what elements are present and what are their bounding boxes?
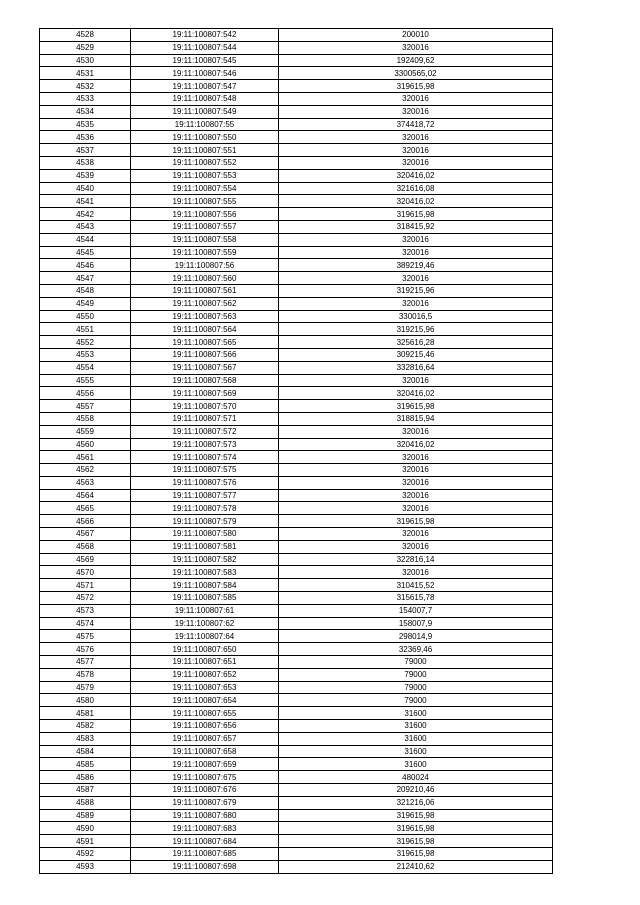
table-row: [40, 105, 553, 118]
cadastral-number-cell: 19:11:100807:570: [131, 400, 279, 413]
table-row: [40, 681, 553, 694]
cadastral-number-cell: 19:11:100807:683: [131, 822, 279, 835]
row-number-cell: 4546: [40, 259, 131, 272]
table-body: [40, 29, 553, 874]
table-row: [40, 489, 553, 502]
cadastral-number-cell: 19:11:100807:549: [131, 105, 279, 118]
value-cell: 79000: [279, 668, 553, 681]
value-cell: 200010: [279, 29, 553, 42]
row-number-cell: 4535: [40, 118, 131, 131]
cadastral-number-cell: 19:11:100807:557: [131, 220, 279, 233]
cadastral-number-cell: 19:11:100807:559: [131, 246, 279, 259]
table-row: [40, 336, 553, 349]
cadastral-number-cell: 19:11:100807:551: [131, 144, 279, 157]
cadastral-number-cell: 19:11:100807:651: [131, 656, 279, 669]
table-row: [40, 92, 553, 105]
row-number-cell: 4590: [40, 822, 131, 835]
value-cell: 320016: [279, 502, 553, 515]
cadastral-number-cell: 19:11:100807:583: [131, 566, 279, 579]
row-number-cell: 4540: [40, 182, 131, 195]
cadastral-number-cell: 19:11:100807:658: [131, 745, 279, 758]
value-cell: 320016: [279, 540, 553, 553]
cadastral-number-cell: 19:11:100807:545: [131, 54, 279, 67]
row-number-cell: 4581: [40, 707, 131, 720]
value-cell: 315615,78: [279, 592, 553, 605]
table-row: [40, 668, 553, 681]
cadastral-number-cell: 19:11:100807:676: [131, 784, 279, 797]
cadastral-number-cell: 19:11:100807:55: [131, 118, 279, 131]
row-number-cell: 4561: [40, 451, 131, 464]
value-cell: 309215,46: [279, 348, 553, 361]
table-row: [40, 54, 553, 67]
value-cell: 374418,72: [279, 118, 553, 131]
row-number-cell: 4588: [40, 796, 131, 809]
row-number-cell: 4555: [40, 374, 131, 387]
row-number-cell: 4543: [40, 220, 131, 233]
value-cell: 320016: [279, 131, 553, 144]
table-row: [40, 643, 553, 656]
row-number-cell: 4565: [40, 502, 131, 515]
value-cell: 325616,28: [279, 336, 553, 349]
row-number-cell: 4564: [40, 489, 131, 502]
value-cell: 31600: [279, 758, 553, 771]
row-number-cell: 4558: [40, 412, 131, 425]
row-number-cell: 4547: [40, 272, 131, 285]
value-cell: 319615,98: [279, 809, 553, 822]
table-row: [40, 182, 553, 195]
cadastral-number-cell: 19:11:100807:562: [131, 297, 279, 310]
row-number-cell: 4563: [40, 476, 131, 489]
row-number-cell: 4550: [40, 310, 131, 323]
table-row: [40, 822, 553, 835]
value-cell: 192409,62: [279, 54, 553, 67]
table-row: [40, 80, 553, 93]
row-number-cell: 4585: [40, 758, 131, 771]
cadastral-number-cell: 19:11:100807:576: [131, 476, 279, 489]
table-row: [40, 528, 553, 541]
row-number-cell: 4551: [40, 323, 131, 336]
cadastral-number-cell: 19:11:100807:579: [131, 515, 279, 528]
row-number-cell: 4549: [40, 297, 131, 310]
value-cell: 154007,7: [279, 604, 553, 617]
row-number-cell: 4575: [40, 630, 131, 643]
table-row: [40, 656, 553, 669]
table-row: [40, 387, 553, 400]
row-number-cell: 4562: [40, 464, 131, 477]
value-cell: 319215,96: [279, 323, 553, 336]
cadastral-number-cell: 19:11:100807:565: [131, 336, 279, 349]
cadastral-number-cell: 19:11:100807:675: [131, 771, 279, 784]
cadastral-number-cell: 19:11:100807:572: [131, 425, 279, 438]
value-cell: 31600: [279, 745, 553, 758]
value-cell: 320016: [279, 144, 553, 157]
table-row: [40, 732, 553, 745]
row-number-cell: 4573: [40, 604, 131, 617]
row-number-cell: 4582: [40, 720, 131, 733]
row-number-cell: 4528: [40, 29, 131, 42]
row-number-cell: 4529: [40, 41, 131, 54]
table-row: [40, 860, 553, 873]
value-cell: 320016: [279, 566, 553, 579]
row-number-cell: 4572: [40, 592, 131, 605]
table-row: [40, 796, 553, 809]
table-row: [40, 361, 553, 374]
row-number-cell: 4553: [40, 348, 131, 361]
table-row: [40, 464, 553, 477]
cadastral-number-cell: 19:11:100807:571: [131, 412, 279, 425]
value-cell: 31600: [279, 732, 553, 745]
cadastral-number-cell: 19:11:100807:574: [131, 451, 279, 464]
table-row: [40, 451, 553, 464]
row-number-cell: 4534: [40, 105, 131, 118]
value-cell: 320416,02: [279, 387, 553, 400]
row-number-cell: 4544: [40, 233, 131, 246]
value-cell: 79000: [279, 694, 553, 707]
cadastral-number-cell: 19:11:100807:548: [131, 92, 279, 105]
cadastral-number-cell: 19:11:100807:544: [131, 41, 279, 54]
table-row: [40, 579, 553, 592]
cadastral-number-cell: 19:11:100807:554: [131, 182, 279, 195]
row-number-cell: 4580: [40, 694, 131, 707]
value-cell: 320016: [279, 41, 553, 54]
table-row: [40, 67, 553, 80]
row-number-cell: 4557: [40, 400, 131, 413]
value-cell: 320016: [279, 451, 553, 464]
row-number-cell: 4552: [40, 336, 131, 349]
row-number-cell: 4533: [40, 92, 131, 105]
row-number-cell: 4559: [40, 425, 131, 438]
table-row: [40, 425, 553, 438]
row-number-cell: 4578: [40, 668, 131, 681]
cadastral-number-cell: 19:11:100807:550: [131, 131, 279, 144]
cadastral-number-cell: 19:11:100807:577: [131, 489, 279, 502]
cadastral-number-cell: 19:11:100807:584: [131, 579, 279, 592]
value-cell: 320016: [279, 464, 553, 477]
cadastral-number-cell: 19:11:100807:564: [131, 323, 279, 336]
cadastral-number-cell: 19:11:100807:568: [131, 374, 279, 387]
row-number-cell: 4576: [40, 643, 131, 656]
value-cell: 320016: [279, 105, 553, 118]
table-row: [40, 195, 553, 208]
table-row: [40, 400, 553, 413]
table-row: [40, 809, 553, 822]
row-number-cell: 4591: [40, 835, 131, 848]
row-number-cell: 4548: [40, 284, 131, 297]
value-cell: 320416,02: [279, 438, 553, 451]
table-row: [40, 630, 553, 643]
table-row: [40, 118, 553, 131]
row-number-cell: 4571: [40, 579, 131, 592]
value-cell: 158007,9: [279, 617, 553, 630]
table-row: [40, 272, 553, 285]
value-cell: 31600: [279, 707, 553, 720]
table-row: [40, 553, 553, 566]
value-cell: 319615,98: [279, 848, 553, 861]
table-row: [40, 617, 553, 630]
value-cell: 320016: [279, 233, 553, 246]
table-row: [40, 41, 553, 54]
cadastral-number-cell: 19:11:100807:655: [131, 707, 279, 720]
cadastral-number-cell: 19:11:100807:585: [131, 592, 279, 605]
table-row: [40, 745, 553, 758]
table-row: [40, 131, 553, 144]
table-row: [40, 259, 553, 272]
row-number-cell: 4538: [40, 156, 131, 169]
row-number-cell: 4542: [40, 208, 131, 221]
value-cell: 319615,98: [279, 515, 553, 528]
table-row: [40, 310, 553, 323]
value-cell: 320016: [279, 156, 553, 169]
row-number-cell: 4567: [40, 528, 131, 541]
row-number-cell: 4554: [40, 361, 131, 374]
row-number-cell: 4584: [40, 745, 131, 758]
row-number-cell: 4569: [40, 553, 131, 566]
value-cell: 319615,98: [279, 822, 553, 835]
cadastral-number-cell: 19:11:100807:556: [131, 208, 279, 221]
cadastral-number-cell: 19:11:100807:555: [131, 195, 279, 208]
row-number-cell: 4593: [40, 860, 131, 873]
cadastral-number-cell: 19:11:100807:558: [131, 233, 279, 246]
table-row: [40, 835, 553, 848]
cadastral-number-cell: 19:11:100807:563: [131, 310, 279, 323]
row-number-cell: 4532: [40, 80, 131, 93]
cadastral-number-cell: 19:11:100807:578: [131, 502, 279, 515]
value-cell: 320016: [279, 297, 553, 310]
cadastral-number-cell: 19:11:100807:684: [131, 835, 279, 848]
value-cell: 389219,46: [279, 259, 553, 272]
table-row: [40, 848, 553, 861]
value-cell: 79000: [279, 681, 553, 694]
table-row: [40, 720, 553, 733]
value-cell: 319615,98: [279, 400, 553, 413]
cadastral-number-cell: 19:11:100807:547: [131, 80, 279, 93]
value-cell: 31600: [279, 720, 553, 733]
cadastral-number-cell: 19:11:100807:566: [131, 348, 279, 361]
cadastral-value-table: [39, 28, 553, 874]
cadastral-number-cell: 19:11:100807:62: [131, 617, 279, 630]
value-cell: 320016: [279, 476, 553, 489]
row-number-cell: 4589: [40, 809, 131, 822]
cadastral-number-cell: 19:11:100807:582: [131, 553, 279, 566]
cadastral-number-cell: 19:11:100807:542: [131, 29, 279, 42]
table-row: [40, 208, 553, 221]
cadastral-number-cell: 19:11:100807:573: [131, 438, 279, 451]
row-number-cell: 4560: [40, 438, 131, 451]
cadastral-number-cell: 19:11:100807:650: [131, 643, 279, 656]
value-cell: 319615,98: [279, 80, 553, 93]
value-cell: 320016: [279, 425, 553, 438]
cadastral-number-cell: 19:11:100807:561: [131, 284, 279, 297]
table-row: [40, 566, 553, 579]
row-number-cell: 4545: [40, 246, 131, 259]
table-row: [40, 540, 553, 553]
table-row: [40, 156, 553, 169]
cadastral-number-cell: 19:11:100807:56: [131, 259, 279, 272]
table-row: [40, 233, 553, 246]
row-number-cell: 4541: [40, 195, 131, 208]
cadastral-number-cell: 19:11:100807:698: [131, 860, 279, 873]
table-row: [40, 284, 553, 297]
value-cell: 332816,64: [279, 361, 553, 374]
value-cell: 3300565,02: [279, 67, 553, 80]
cadastral-number-cell: 19:11:100807:546: [131, 67, 279, 80]
cadastral-number-cell: 19:11:100807:560: [131, 272, 279, 285]
value-cell: 318415,92: [279, 220, 553, 233]
cadastral-number-cell: 19:11:100807:653: [131, 681, 279, 694]
value-cell: 319615,98: [279, 835, 553, 848]
table-row: [40, 476, 553, 489]
cadastral-number-cell: 19:11:100807:685: [131, 848, 279, 861]
cadastral-number-cell: 19:11:100807:657: [131, 732, 279, 745]
value-cell: 319615,98: [279, 208, 553, 221]
value-cell: 320016: [279, 246, 553, 259]
value-cell: 209210,46: [279, 784, 553, 797]
table-row: [40, 707, 553, 720]
table-row: [40, 592, 553, 605]
cadastral-number-cell: 19:11:100807:680: [131, 809, 279, 822]
table-row: [40, 758, 553, 771]
row-number-cell: 4536: [40, 131, 131, 144]
table-row: [40, 374, 553, 387]
row-number-cell: 4531: [40, 67, 131, 80]
cadastral-number-cell: 19:11:100807:553: [131, 169, 279, 182]
value-cell: 321616,08: [279, 182, 553, 195]
table-row: [40, 348, 553, 361]
row-number-cell: 4556: [40, 387, 131, 400]
table-row: [40, 694, 553, 707]
cadastral-number-cell: 19:11:100807:581: [131, 540, 279, 553]
cadastral-number-cell: 19:11:100807:64: [131, 630, 279, 643]
cadastral-number-cell: 19:11:100807:656: [131, 720, 279, 733]
cadastral-number-cell: 19:11:100807:575: [131, 464, 279, 477]
table-row: [40, 297, 553, 310]
row-number-cell: 4592: [40, 848, 131, 861]
value-cell: 330016,5: [279, 310, 553, 323]
value-cell: 320016: [279, 92, 553, 105]
value-cell: 320016: [279, 272, 553, 285]
row-number-cell: 4539: [40, 169, 131, 182]
row-number-cell: 4587: [40, 784, 131, 797]
value-cell: 212410,62: [279, 860, 553, 873]
cadastral-number-cell: 19:11:100807:552: [131, 156, 279, 169]
value-cell: 322816,14: [279, 553, 553, 566]
cadastral-number-cell: 19:11:100807:567: [131, 361, 279, 374]
table-row: [40, 771, 553, 784]
value-cell: 320416,02: [279, 169, 553, 182]
table-row: [40, 604, 553, 617]
cadastral-number-cell: 19:11:100807:580: [131, 528, 279, 541]
row-number-cell: 4577: [40, 656, 131, 669]
row-number-cell: 4583: [40, 732, 131, 745]
value-cell: 320016: [279, 374, 553, 387]
table-row: [40, 515, 553, 528]
table-row: [40, 246, 553, 259]
cadastral-number-cell: 19:11:100807:659: [131, 758, 279, 771]
table-row: [40, 438, 553, 451]
value-cell: 298014,9: [279, 630, 553, 643]
row-number-cell: 4566: [40, 515, 131, 528]
value-cell: 321216,06: [279, 796, 553, 809]
table-row: [40, 323, 553, 336]
cadastral-number-cell: 19:11:100807:679: [131, 796, 279, 809]
row-number-cell: 4586: [40, 771, 131, 784]
value-cell: 320016: [279, 528, 553, 541]
cadastral-number-cell: 19:11:100807:654: [131, 694, 279, 707]
row-number-cell: 4570: [40, 566, 131, 579]
value-cell: 320416,02: [279, 195, 553, 208]
row-number-cell: 4579: [40, 681, 131, 694]
value-cell: 319215,96: [279, 284, 553, 297]
row-number-cell: 4530: [40, 54, 131, 67]
value-cell: 310415,52: [279, 579, 553, 592]
cadastral-number-cell: 19:11:100807:569: [131, 387, 279, 400]
table-row: [40, 29, 553, 42]
table-row: [40, 169, 553, 182]
table-row: [40, 502, 553, 515]
value-cell: 79000: [279, 656, 553, 669]
table-row: [40, 220, 553, 233]
value-cell: 318815,94: [279, 412, 553, 425]
value-cell: 480024: [279, 771, 553, 784]
table-row: [40, 784, 553, 797]
cadastral-number-cell: 19:11:100807:652: [131, 668, 279, 681]
row-number-cell: 4568: [40, 540, 131, 553]
cadastral-number-cell: 19:11:100807:61: [131, 604, 279, 617]
row-number-cell: 4537: [40, 144, 131, 157]
value-cell: 320016: [279, 489, 553, 502]
table-row: [40, 412, 553, 425]
row-number-cell: 4574: [40, 617, 131, 630]
table-row: [40, 144, 553, 157]
value-cell: 32369,46: [279, 643, 553, 656]
